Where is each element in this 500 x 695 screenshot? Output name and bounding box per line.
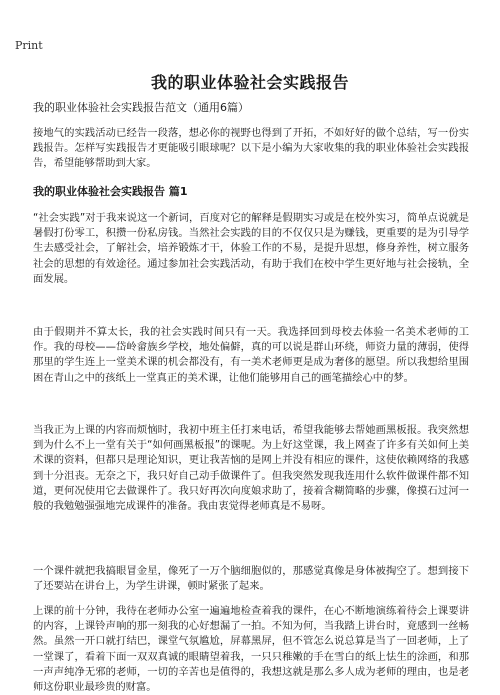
document-title: 我的职业体验社会实践报告 bbox=[150, 73, 349, 92]
body-paragraph-1: “社会实践”对于我来说这一个新词，百度对它的解释是假期实习或是在校外实习，简单点说就是暑假打份零工，积攒一份私房钱。当然社会实践的目的不仅仅只是为赚钱，更重要的是为引导学生去感受社会，了解社会，培养锻炼才干，体验工作的不易，是提升思想，修身养性，树立服务社会的思想的有效途径。通过参加社会实践活动，有助于我们在校中学生更好地与社会接轨，全面发展。 bbox=[33, 212, 469, 285]
section-heading: 我的职业体验社会实践报告 篇1 bbox=[33, 185, 188, 198]
body-paragraph-4: 一个课件就把我搞眼冒金星，像死了一万个脑细胞似的，那感觉真像是身体被掏空了。想到接下了还要站在讲台上，为学生讲课，顿时紧张了起来。 bbox=[33, 565, 469, 593]
intro-paragraph: 接地气的实践活动已经告一段落，想必你的视野也得到了开拓，不如好好的做个总结，写一份实践报告。怎样写实践报告才更能吸引眼球呢？以下是小编为大家收集的我的职业体验社会实践报告，希望能够帮助到大家。 bbox=[33, 127, 469, 170]
document-subtitle: 我的职业体验社会实践报告范文（通用6篇） bbox=[33, 101, 249, 114]
print-label: Print bbox=[15, 39, 43, 52]
body-paragraph-2: 由于假期并不算太长，我的社会实践时间只有一天。我选择回到母校去体验一名美术老师的工作。我的母校——岱岭畲族乡学校，地处偏僻，真的可以说是群山环绕，师资力量的薄弱，使得那里的学生连上一堂美术课的机会都没有，有一美术老师更是成为奢侈的愿望。所以我想给里围困在青山之中的孩纸上一堂真正的美术课，让他们能够用自己的画笔描绘心中的梦。 bbox=[33, 326, 469, 384]
body-paragraph-3: 当我正为上课的内容而烦恼时，我初中班主任打来电话，希望我能够去帮她画黑板报。我突然想到为什么不上一堂有关于“如何画黑板报”的课呢。为上好这堂课，我上网查了许多有关如何上美术课的资料，但都只是理论知识，更让我苦恼的是网上并没有相应的课件，这使依赖网络的我感到十分沮丧。无奈之下，我只好自己动手做课件了。但我突然发现我连用什么软件做课件都不知道，更何况使用它去做课件了。我只好再次向度娘求助了，接着含糊简略的步骤，像摸石过河一般的我勉勉强强地完成课件的准备。我由衷觉得老师真是不易呀。 bbox=[33, 424, 469, 513]
body-paragraph-5: 上课的前十分钟，我待在老师办公室一遍遍地检查着我的课件，在心不断地演练着待会上课要讲的内容，上课铃声响的那一刻我的心好想漏了一拍。不知为何，当我踏上讲台时，竟感到一丝畅然。虽然一开口就打结巴，课堂气氛尴尬，屏幕黑屏，但不管怎么说总算是当了一回老师，上了一堂课了，看着下面一双双真诚的眼睛望着我，一只只稚嫩的手在雪白的纸上怯生的涂画，和那一声声纯净无邪的老师，一切的辛苦也是值得的，我想这就是那么多人成为老师的理由，也是老师这份职业最珍贵的财富。 bbox=[33, 605, 469, 694]
